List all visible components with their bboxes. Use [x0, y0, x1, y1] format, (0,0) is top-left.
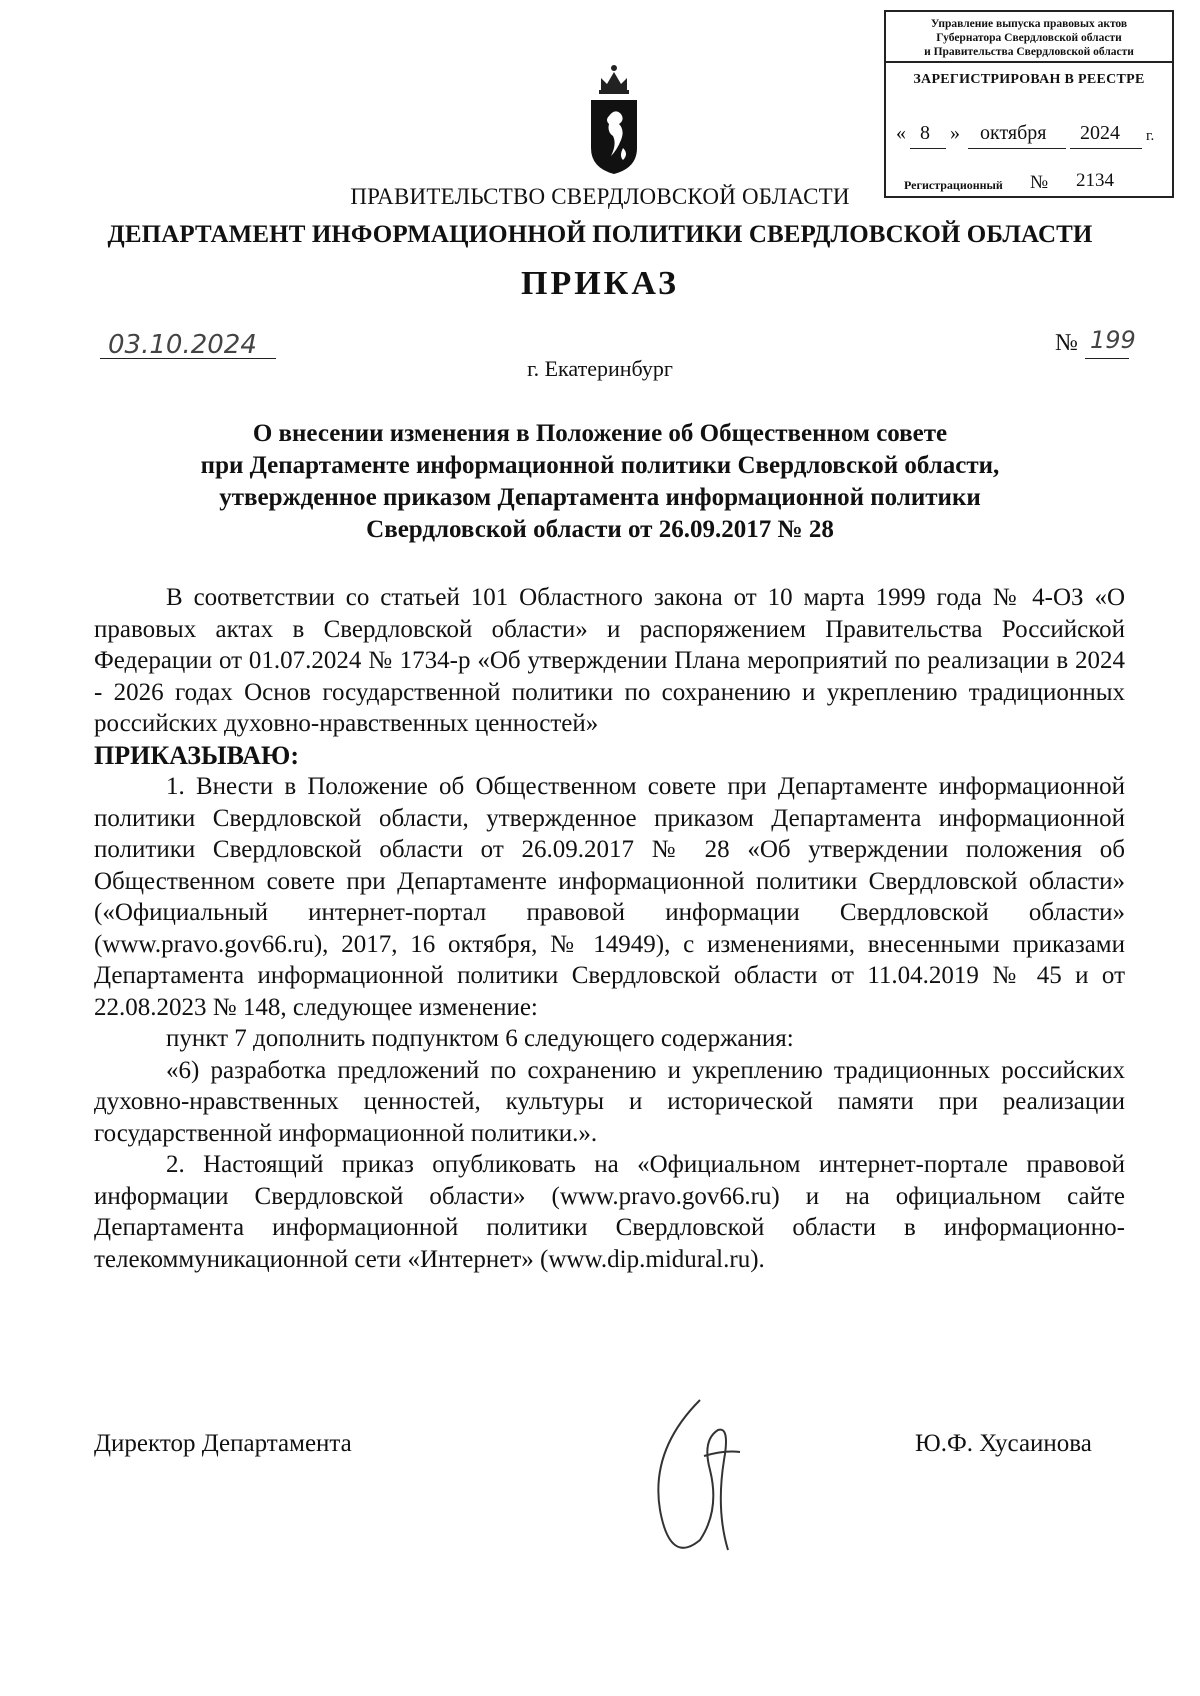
stamp-reg-label: Регистрационный	[904, 178, 1003, 192]
preamble-paragraph: В соответствии со статьей 101 Областного закона от 10 марта 1999 года № 4-ОЗ «О правовых актах в Свердловской области» и распоряжением Правительства Российской Федерации от 01.07.2024 № 1734-р «Об утверждении Плана мероприятий по реализации в 2024 - 2026 годах Основ государственной политики по сохранению и укреплению традиционных российских духовно-нравственных ценностей»	[94, 584, 1125, 737]
document-subject	[150, 418, 1050, 546]
department-title: ДЕПАРТАМЕНТ ИНФОРМАЦИОННОЙ ПОЛИТИКИ СВЕРДЛОВСКОЙ ОБЛАСТИ	[107, 221, 1093, 248]
signer-name: Ю.Ф. Хусаинова	[915, 1430, 1092, 1457]
stamp-header-line: и Правительства Свердловской области	[924, 46, 1134, 58]
stamp-registered-label: ЗАРЕГИСТРИРОВАН В РЕЕСТРЕ	[913, 72, 1145, 87]
city: г. Екатеринбург	[527, 356, 673, 381]
handwritten-number: 199	[1090, 326, 1136, 354]
order-word: ПРИКАЗЫВАЮ:	[94, 740, 299, 770]
stamp-day: 8	[920, 122, 930, 144]
document-type: ПРИКАЗ	[521, 265, 679, 302]
number-label: №	[1055, 330, 1078, 356]
stamp-header	[886, 12, 1172, 63]
government-title: ПРАВИТЕЛЬСТВО СВЕРДЛОВСКОЙ ОБЛАСТИ	[350, 184, 850, 209]
subject-line: О внесении изменения в Положение об Общественном совете	[252, 420, 948, 447]
stamp-month: октября	[980, 122, 1047, 144]
stamp-header-line: Управление выпуска правовых актов	[930, 18, 1128, 30]
stamp-date	[894, 122, 1168, 152]
handwritten-signature	[640, 1390, 780, 1570]
item-1-subparagraph: пункт 7 дополнить подпунктом 6 следующего содержания:	[166, 1025, 794, 1052]
stamp-number-sign: №	[1030, 172, 1049, 193]
stamp-open-quote: «	[896, 122, 906, 144]
coat-of-arms-emblem	[587, 60, 641, 176]
stamp-close-quote: »	[950, 122, 960, 144]
stamp-reg-value: 2134	[1076, 170, 1114, 191]
stamp-year-suffix: г.	[1146, 128, 1155, 144]
subject-line: Свердловской области от 26.09.2017 № 28	[366, 516, 834, 543]
subject-line: утвержденное приказом Департамента информационной политики	[219, 484, 981, 511]
handwritten-date: 03.10.2024	[108, 330, 257, 360]
stamp-header-line: Губернатора Свердловской области	[936, 32, 1122, 44]
item-1-paragraph: 1. Внести в Положение об Общественном совете при Департаменте информационной политики Свердловской области, утвержденное приказом Департамента информационной политики Свердловской области от 26.09.2017 № 28 «Об утверждении положения об Общественном совете при Департаменте информационной политики Свердловской области» («Официальный интернет-портал правовой информации Свердловской области» (www.pravo.gov66.ru), 2017, 16 октября, № 14949), с изменениями, внесенными приказами Департамента информационной политики Свердловской области от 11.04.2019 № 45 и от 22.08.2023 № 148, следующее изменение:	[94, 773, 1125, 1021]
document-body	[94, 582, 1125, 1275]
item-1-quote: «6) разработка предложений по сохранению и укреплению традиционных российских духовно-нравственных ценностей, культуры и исторической памяти при реализации государственной информационной политики.».	[94, 1056, 1125, 1147]
subject-line: при Департаменте информационной политики Свердловской области,	[200, 452, 1000, 479]
item-2-paragraph: 2. Настоящий приказ опубликовать на «Официальном интернет-портале правовой информации Свердловской области» (www.pravo.gov66.ru) и на официальном сайте Департамента информационной политики Свердловской области в информационно-телекоммуникационной сети «Интернет» (www.dip.midural.ru).	[94, 1151, 1125, 1273]
registry-stamp	[884, 10, 1174, 198]
signer-role: Директор Департамента	[94, 1430, 352, 1457]
stamp-year: 2024	[1080, 122, 1120, 144]
